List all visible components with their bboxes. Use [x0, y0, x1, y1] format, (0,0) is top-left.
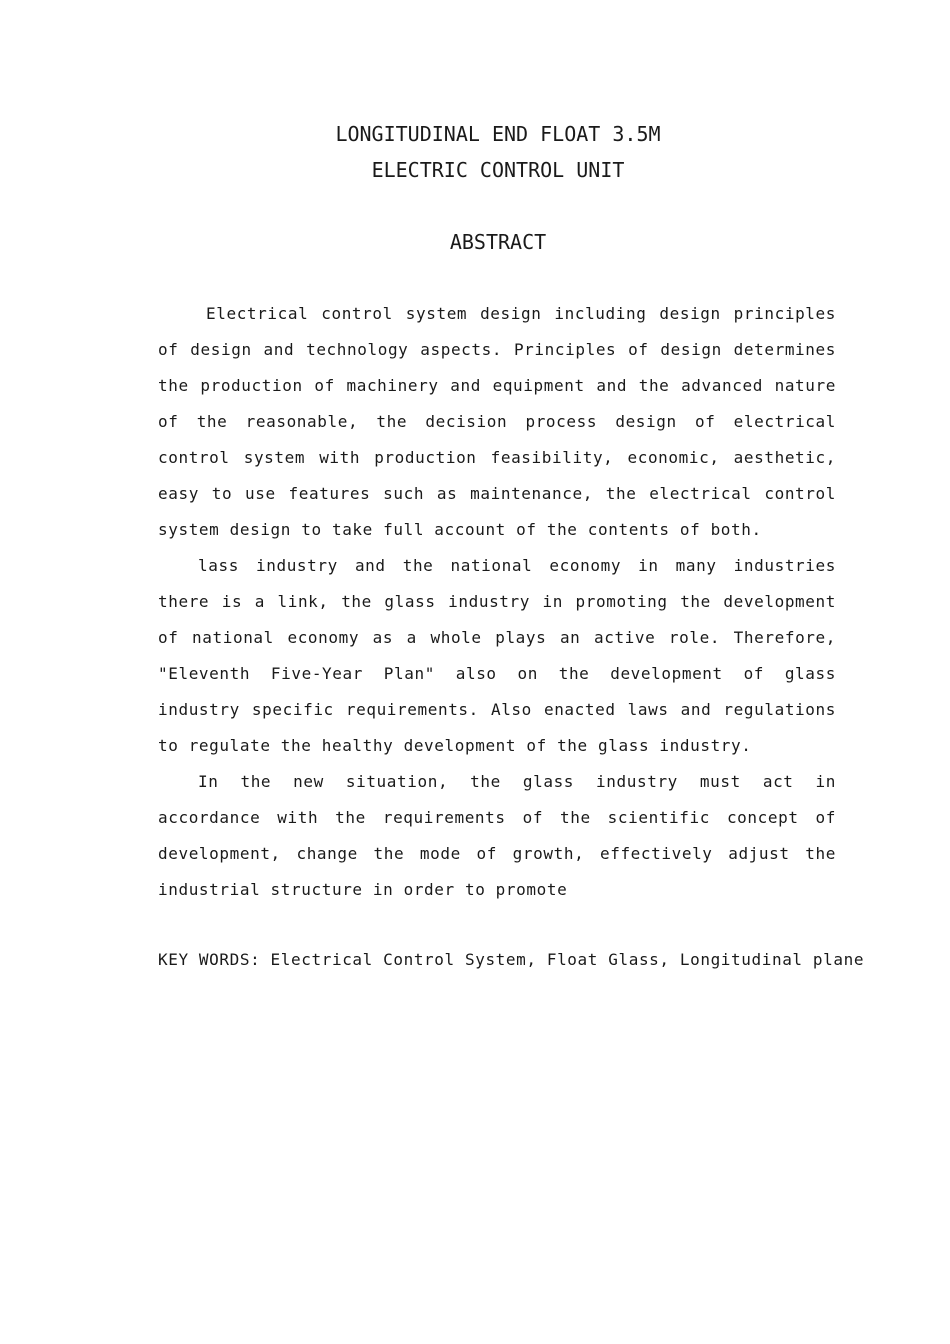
- abstract-heading: ABSTRACT: [449, 230, 547, 254]
- abstract-body: [158, 296, 836, 908]
- abstract-paragraph-2: lass industry and the national economy in many industries there is a link, the glass industry in promoting the development of national economy as a whole plays an active role. Therefore, "Eleventh Five-Year Plan" also on the development of glass industry specific requirements. Also enacted laws and regulations to regulate the healthy development of the glass industry.: [158, 556, 836, 755]
- title-block: [0, 116, 950, 188]
- abstract-paragraph-1: Electrical control system design including design principles of design and technology aspects. Principles of design determines the production of machinery and equipment and the advanced nature of the reasonable, the decision process design of electrical control system with production feasibility, economic, aesthetic, easy to use features such as maintenance, the electrical control system design to take full account of the contents of both.: [158, 304, 836, 539]
- keywords-line: KEY WORDS: Electrical Control System, Float Glass, Longitudinal plane: [158, 950, 865, 969]
- title-line-2: ELECTRIC CONTROL UNIT: [371, 158, 625, 182]
- abstract-paragraph-3: In the new situation, the glass industry must act in accordance with the requirements of the scientific concept of development, change the mode of growth, effectively adjust the industrial structure in order to promote: [158, 772, 836, 899]
- title-line-1: LONGITUDINAL END FLOAT 3.5M: [335, 122, 661, 146]
